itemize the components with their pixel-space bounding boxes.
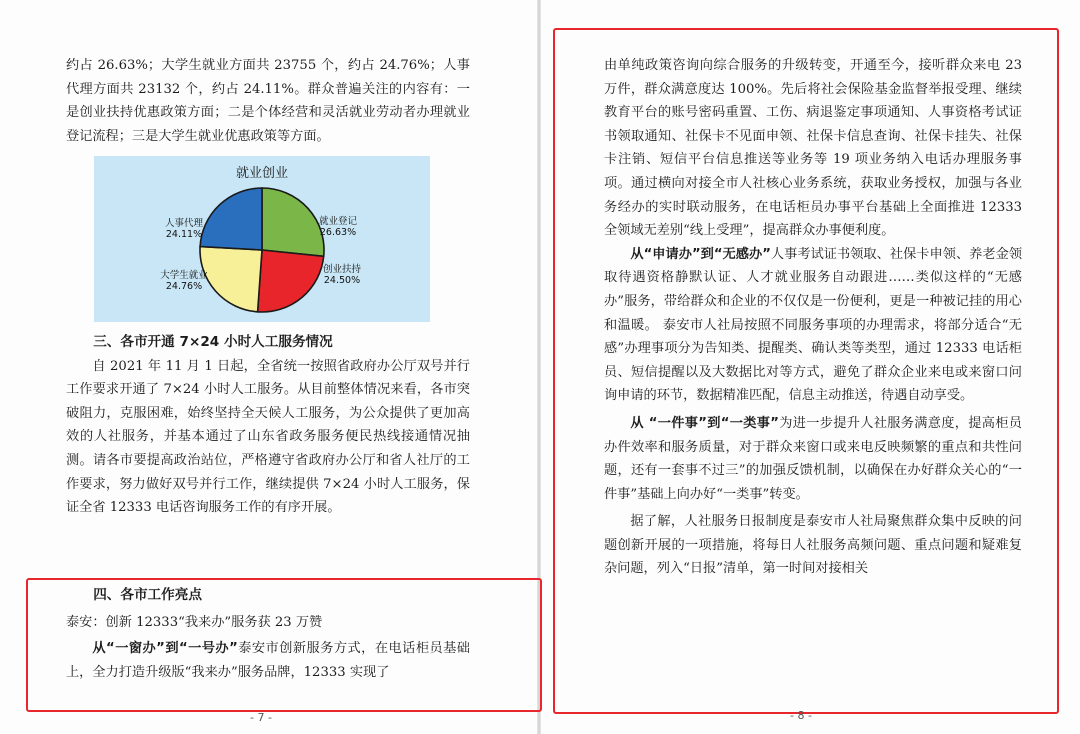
section-4-text: 泰安市创新服务方式，在电话柜员基础上，全力打造升级版“我来办”服务品牌，12333 实现了 xyxy=(66,641,470,680)
right-para-1: 由单纯政策咨询向综合服务的升级转变，开通至今，接听群众来电 23 万件，群众满意度达 100%。先后将社会保险基金监督举报受理、继续教育平台的账号密码重置、工伤、病退鉴定事项通知、人事资格考试证书领取通知、社保卡不见面申领、社保卡信息查询、社保卡挂失、社保卡注销、短信平台信息推送等业务等 19 项业务纳入电话办理服务事项。通过横向对接全市人社核心业务系统，获取业务授权，加强与各业务经办的实时联动服务，在电话柜员办事平台基础上全面推进 12333 全领域无差别“线上受理”，提高群众办事便利度。 xyxy=(604,58,1022,239)
highlight-box-right xyxy=(553,28,1059,714)
right-para-4: 据了解，人社服务日报制度是泰安市人社局聚焦群众集中反映的问题创新开展的一项措施，将每日人社服务高频问题、重点问题和疑难复杂问题，列入“日报”清单，第一时间对接相关 xyxy=(604,514,1022,577)
section-4-subtitle: 泰安：创新 12333“我来办”服务获 23 万赞 xyxy=(66,614,323,630)
pie-slice-1 xyxy=(258,250,324,312)
employment-stats-text: 约占 26.63%；大学生就业方面共 23755 个，约占 24.76%；人事代理方面共 23132 个，约占 24.11%。群众普遍关注的内容有：一是创业扶持优惠政策方面；二是个体经营和灵活就业劳动者办理就业登记流程；三是大学生就业优惠政策等方面。 xyxy=(66,58,470,144)
pie-slice-3 xyxy=(200,188,262,250)
pie-chart-svg xyxy=(94,156,430,322)
section-3-heading: 三、各市开通 7×24 小时人工服务情况 xyxy=(93,334,333,350)
pie-label-1: 创业扶持 24.50% xyxy=(322,264,362,286)
section-4-heading: 四、各市工作亮点 xyxy=(93,587,202,603)
pie-label-2: 大学生就业 24.76% xyxy=(160,270,208,292)
pie-slice-0 xyxy=(262,188,324,256)
section-4-lead: 从“一窗办”到“一号办” xyxy=(92,641,238,657)
section-3 xyxy=(66,331,470,520)
chart-title: 就业创业 xyxy=(235,166,289,181)
right-para-2-text: 人事考试证书领取、社保卡申领、养老金领取待遇资格静默认证、人才就业服务自动跟进……类似这样的“无感办”服务，带给群众和企业的不仅仅是一份便利，更是一种被记挂的用心和温暖。 泰安市人社局按照不同服务事项的办理需求，将部分适合“无感”办理事项分为告知类、提醒类、确认类等类型，通过 12333 电话柜员、短信提醒以及大数据比对等方式，避免了群众企业来电或来窗口问询申请的环节，数据精准匹配，信息主动推送，待遇自动享受。 xyxy=(604,246,1023,404)
pie-slice-2 xyxy=(200,247,262,312)
pie-label-0: 就业登记 26.63% xyxy=(318,216,358,238)
right-para-3-text: 为进一步提升人社服务满意度，提高柜员办件效率和服务质量，对于群众来窗口或来电反映频繁的重点和共性问题，还有一套事不过三”的加强反馈机制，以确保在办好群众关心的“一件事”基础上向办好“一类事”转变。 xyxy=(604,415,1022,502)
page-number-left: - 7 - xyxy=(250,711,272,724)
section-3-body: 自 2021 年 11 月 1 日起，全省统一按照省政府办公厅双号并行工作要求开通了 7×24 小时人工服务。从目前整体情况来看，各市突破阻力，克服困难，始终坚持全天候人工服务，为公众提供了更加高效的人社服务，并基本通过了山东省政务服务便民热线接通情况抽测。请各市要提高政治站位，严格遵守省政府办公厅和省人社厅的工作要求，努力做好双号并行工作，继续提供 7×24 小时人工服务，保证全省 12333 电话咨询服务工作的有序开展。 xyxy=(66,358,470,516)
right-para-3-lead: 从 “一件事”到“一类事” xyxy=(630,415,779,431)
left-top-paragraph xyxy=(66,54,470,148)
highlight-box-left xyxy=(26,578,542,712)
page-number-right: - 8 - xyxy=(790,709,812,722)
pie-label-3: 人事代理 24.11% xyxy=(164,218,204,240)
right-para-2-lead: 从“申请办”到“无感办” xyxy=(630,246,771,262)
pie-chart xyxy=(94,156,430,322)
